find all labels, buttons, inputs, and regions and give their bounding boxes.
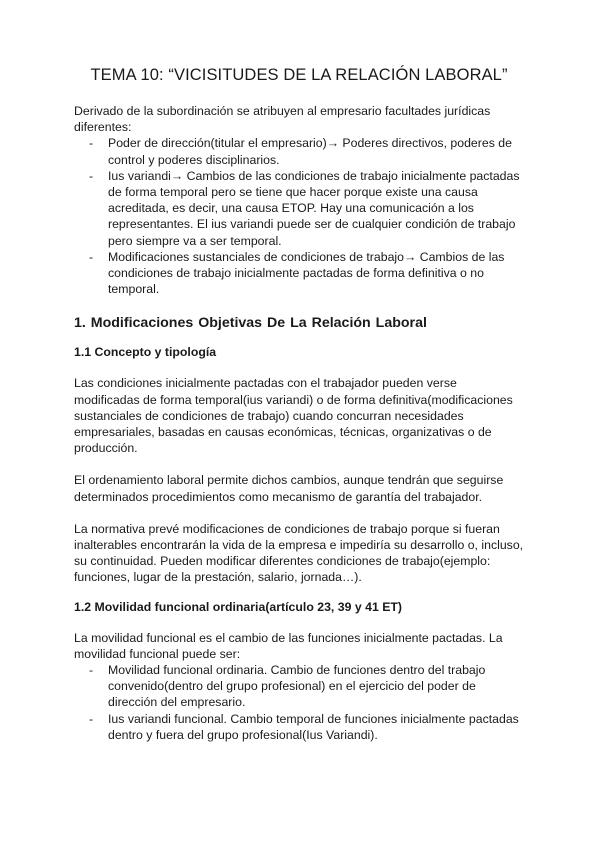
dash-bullet: - (89, 249, 94, 264)
paragraph: El ordenamiento laboral permite dichos cambios, aunque tendrán que seguirse determinados procedimientos como mecanismo de garantía del trabajador. (74, 473, 504, 504)
list-item: - Poder de dirección(titular el empresario)→ Poderes directivos, poderes de control y poderes disciplinarios. (89, 136, 512, 167)
movilidad-list (74, 662, 524, 743)
subsection-heading: 1.2 Movilidad funcional ordinaria(artículo 23, 39 y 41 ET) (74, 599, 403, 614)
dash-bullet: - (89, 711, 94, 726)
intro-list (74, 135, 524, 297)
document-title: TEMA 10: “VICISITUDES DE LA RELACIÓN LABORAL” (90, 66, 508, 84)
paragraph: Las condiciones inicialmente pactadas con el trabajador pueden verse modificadas de forma temporal(ius variandi) o de forma definitiva(modificaciones sustanciales de condiciones de trabajo) cuando concurran necesidades empresariales, basadas en causas económicas, técnicas, organizativas o de producción. (74, 376, 513, 456)
list-item: - Ius variandi funcional. Cambio temporal de funciones inicialmente pactadas dentro y fuera del grupo profesional(Ius Variandi). (89, 711, 519, 742)
dash-bullet: - (89, 663, 94, 678)
list-item: - Movilidad funcional ordinaria. Cambio de funciones dentro del trabajo convenido(dentro del grupo profesional) en el ejercicio del poder de dirección del empresario. (89, 663, 486, 710)
paragraph: La normativa prevé modificaciones de condiciones de trabajo porque si fueran inalterables encontrarán la vida de la empresa e impediría su desarrollo o, incluso, su continuidad. Pueden modificar diferentes condiciones de trabajo(ejemplo: funciones, lugar de la prestación, salario, jornada…). (74, 521, 524, 585)
list-item: - Ius variandi→ Cambios de las condiciones de trabajo inicialmente pactadas de forma temporal pero se tiene que hacer porque existe una causa acreditada, es decir, una causa ETOP. Hay una comunicación a los representantes. El ius variandi puede ser de cualquier condición de trabajo pero siempre va a ser temporal. (89, 168, 520, 248)
dash-bullet: - (89, 136, 94, 151)
section-heading: 1. Modificaciones Objetivas De La Relación Laboral (74, 315, 427, 332)
list-item: - Modificaciones sustanciales de condiciones de trabajo→ Cambios de las condiciones de trabajo inicialmente pactadas de forma definitiva o no temporal. (89, 249, 505, 297)
paragraph: La movilidad funcional es el cambio de las funciones inicialmente pactadas. La movilidad funcional puede ser: (74, 630, 503, 661)
subsection-heading: 1.1 Concepto y tipología (74, 345, 217, 360)
intro-paragraph: Derivado de la subordinación se atribuyen al empresario facultades jurídicas diferentes: (74, 104, 491, 135)
dash-bullet: - (89, 168, 94, 183)
